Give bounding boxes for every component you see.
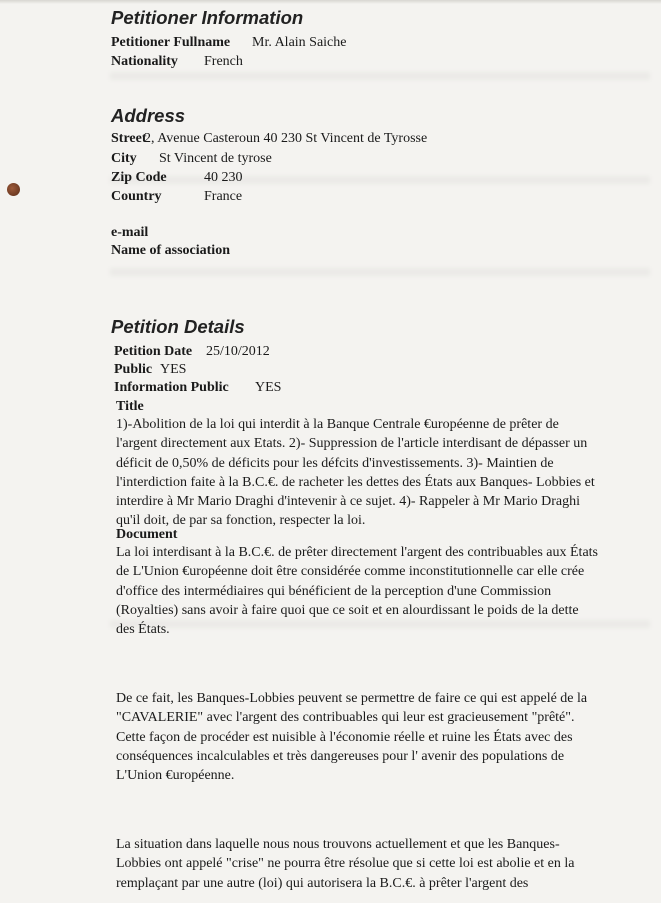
text-line: l'interdiction faite à la B.C.€. de racheter les dettes des États aux Banques- Lobbies et [116, 474, 595, 490]
text-line: (Royalties) sans avoir à faire quoi que ce soit et en alourdissant le poids de la dette [116, 602, 579, 618]
field-label: Country [111, 189, 162, 204]
field-street [111, 131, 428, 147]
field-label: Zip Code [111, 170, 167, 185]
field-information-public [114, 380, 282, 396]
field-nationality [111, 54, 243, 70]
text-line: "CAVALERIE" avec l'argent des contribuables qui leur est gracieusement "prêté". [116, 710, 575, 726]
field-value: 40 230 [204, 170, 243, 185]
field-city [111, 151, 272, 167]
text-line: de L'Union €uropéenne doit être considérée comme inconstitutionnelle car elle crée [116, 564, 585, 580]
field-document-label [116, 527, 177, 543]
text-line: déficit de 0,50% de déficits pour les défcits d'investissements. 3)- Maintien de [116, 455, 554, 471]
text-line: interdire à Mr Mario Draghi d'intevenir à ce sujet. 4)- Rappeler à Mr Mario Draghi [116, 494, 580, 510]
field-label: Petition Date [114, 344, 193, 359]
document-paragraph-3 [116, 835, 661, 893]
field-petition-date [114, 344, 270, 360]
text-line: Cette façon de procéder est nuisible à l'économie réelle et ruine les États avec des [116, 729, 573, 745]
field-label: City [111, 151, 137, 166]
field-value: 2, Avenue Casteroun 40 230 St Vincent de Tyrosse [144, 131, 428, 146]
field-value: YES [255, 380, 282, 395]
bleed-through [110, 72, 650, 80]
text-line: qu'il doit, de par sa fonction, respecter la loi. [116, 513, 366, 529]
section-heading-petition-details: Petition Details [111, 316, 245, 337]
text-line: 1)-Abolition de la loi qui interdit à la Banque Centrale €uropéenne de prêter de [116, 417, 559, 432]
section-heading-address: Address [111, 105, 186, 126]
field-value: Mr. Alain Saiche [252, 35, 347, 50]
field-label: Information Public [114, 380, 229, 395]
field-label: Title [116, 399, 144, 414]
title-text [116, 415, 661, 531]
text-line: La loi interdisant à la B.C.€. de prêter directement l'argent des contribuables aux États [116, 545, 598, 560]
field-label: Street [111, 131, 147, 146]
field-association [111, 243, 230, 259]
field-label: Document [116, 527, 178, 542]
section-heading-petitioner: Petitioner Information [111, 7, 304, 28]
field-zip-code [111, 170, 243, 186]
document-paragraph-1 [116, 543, 661, 639]
field-public [114, 362, 187, 378]
field-email [111, 225, 148, 241]
text-line: des États. [116, 622, 170, 638]
punch-hole-mark [7, 183, 20, 196]
field-label: Petitioner Fullname [111, 35, 231, 50]
field-title-label [116, 399, 144, 415]
bleed-through [110, 176, 650, 184]
text-line: Lobbies ont appelé "crise" ne pourra être résolue que si cette loi est abolie et en la [116, 856, 575, 872]
text-line: l'argent directement aux Etats. 2)- Suppression de l'article interdisant de dépasser un [116, 436, 588, 452]
field-label: Name of association [111, 243, 230, 258]
field-label: e-mail [111, 225, 149, 240]
text-line: d'office des intermédiaires qui bénéficient de la perception d'une Commission [116, 583, 552, 599]
field-value: YES [160, 362, 187, 377]
field-value: 25/10/2012 [206, 344, 270, 359]
text-line: conséquences incalculables et très dangereuses pour l' avenir des populations de [116, 748, 565, 764]
field-country [111, 189, 243, 205]
field-label: Nationality [111, 54, 178, 69]
text-line: La situation dans laquelle nous nous trouvons actuellement et que les Banques- [116, 837, 560, 852]
field-value: French [204, 54, 243, 69]
scan-edge [0, 0, 661, 4]
text-line: remplaçant par une autre (loi) qui autorisera la B.C.€. à prêter l'argent des [116, 875, 529, 891]
document-paragraph-2 [116, 689, 661, 785]
field-fullname [111, 35, 347, 51]
field-value: France [204, 189, 243, 204]
text-line: De ce fait, les Banques-Lobbies peuvent se permettre de faire ce qui est appelé de la [116, 691, 588, 706]
bleed-through [110, 268, 650, 276]
field-value: St Vincent de tyrose [159, 151, 272, 166]
field-label: Public [114, 362, 153, 377]
text-line: L'Union €uropéenne. [116, 768, 235, 784]
